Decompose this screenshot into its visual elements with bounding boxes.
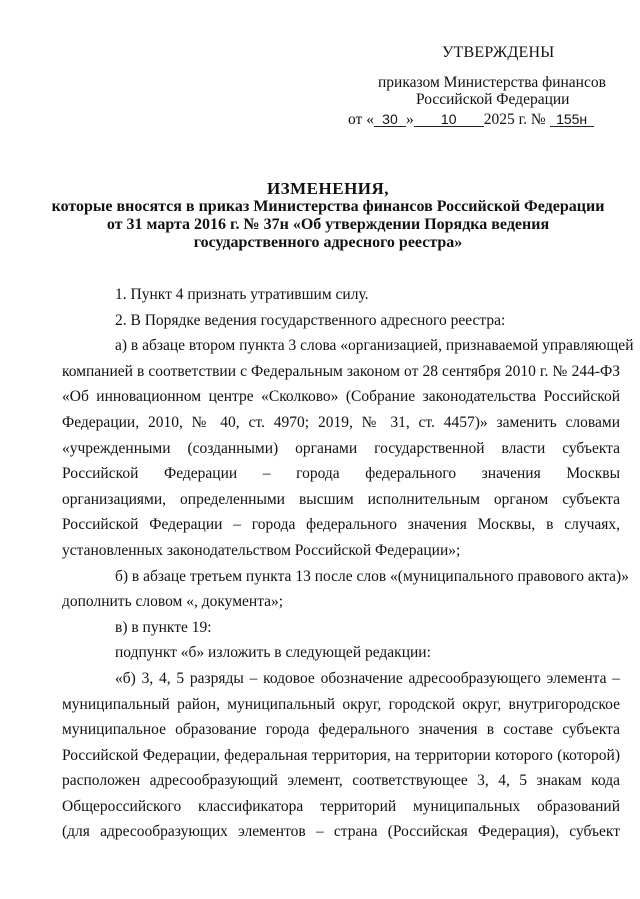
text-line: компанией в соответствии с Федеральным законом от 28 сентября 2010 г. № 244-ФЗ (62, 362, 620, 380)
heading-title: ИЗМЕНЕНИЯ, (266, 179, 390, 198)
text-line: расположен адресообразующий элемент, соответствующее 3, 4, 5 знакам кода (62, 772, 620, 790)
text-line: муниципальный район, муниципальный округ, городской округ, внутригородское (62, 695, 620, 713)
text-line: в) в пункте 19: (115, 618, 212, 636)
date-year: 2025 г. № (483, 111, 546, 128)
approval-date-line (348, 111, 594, 129)
text-line: «Об инновационном центре «Сколково» (Собрание законодательства Российской (62, 388, 620, 406)
date-day: 30 (374, 112, 406, 127)
text-line: установленных законодательством Российской Федерации»; (62, 541, 461, 559)
approval-order-line: приказом Министерства финансов (378, 74, 606, 91)
heading-line: от 31 марта 2016 г. № 37н «Об утверждении Порядка ведения (106, 216, 550, 233)
text-line: Российской Федерации – города федерального значения Москвы, в случаях, (62, 516, 620, 534)
text-line: Российской Федерации, федеральная территория, на территории которого (которой) (62, 746, 620, 764)
text-line: Федерации, 2010, № 40, ст. 4970; 2019, № 31, ст. 4457)» заменить словами (62, 413, 620, 431)
date-mid: » (405, 111, 414, 128)
text-line: «учрежденными (созданными) органами государственной власти субъекта (62, 439, 620, 457)
text-line: Российской Федерации – города федерального значения Москвы (62, 465, 620, 483)
text-line: б) в абзаце третьем пункта 13 после слов «(муниципального правового акта)» (115, 567, 629, 585)
approval-ministry-line: Российской Федерации (416, 91, 570, 108)
text-line: а) в абзаце втором пункта 3 слова «организацией, признаваемой управляющей (115, 337, 634, 355)
approval-title: УТВЕРЖДЕНЫ (442, 44, 555, 61)
text-line: дополнить словом «, документа»; (62, 593, 284, 611)
heading-line: которые вносятся в приказ Министерства финансов Российской Федерации (51, 198, 605, 215)
text-line: (для адресообразующих элементов – страна (Российская Федерация), субъект (62, 823, 620, 841)
text-line: Общероссийского классификатора территорий муниципальных образований (62, 797, 620, 815)
text-line: организациями, определенными высшим исполнительным органом субъекта (62, 490, 620, 508)
text-line: «б) 3, 4, 5 разряды – кодовое обозначение адресообразующего элемента – (115, 669, 620, 687)
text-line: подпункт «б» изложить в следующей редакции: (115, 644, 431, 662)
text-line: 2. В Порядке ведения государственного адресного реестра: (115, 311, 506, 329)
text-line: муниципальное образование города федерального значения в составе субъекта (62, 721, 620, 739)
document-body (62, 282, 634, 845)
text-line: 1. Пункт 4 признать утратившим силу. (115, 286, 369, 303)
date-prefix: от « (348, 111, 374, 128)
date-month: 10 (414, 112, 484, 127)
order-number: 155н (550, 112, 594, 127)
document-heading (40, 180, 616, 252)
heading-line: государственного адресного реестра» (193, 234, 463, 251)
